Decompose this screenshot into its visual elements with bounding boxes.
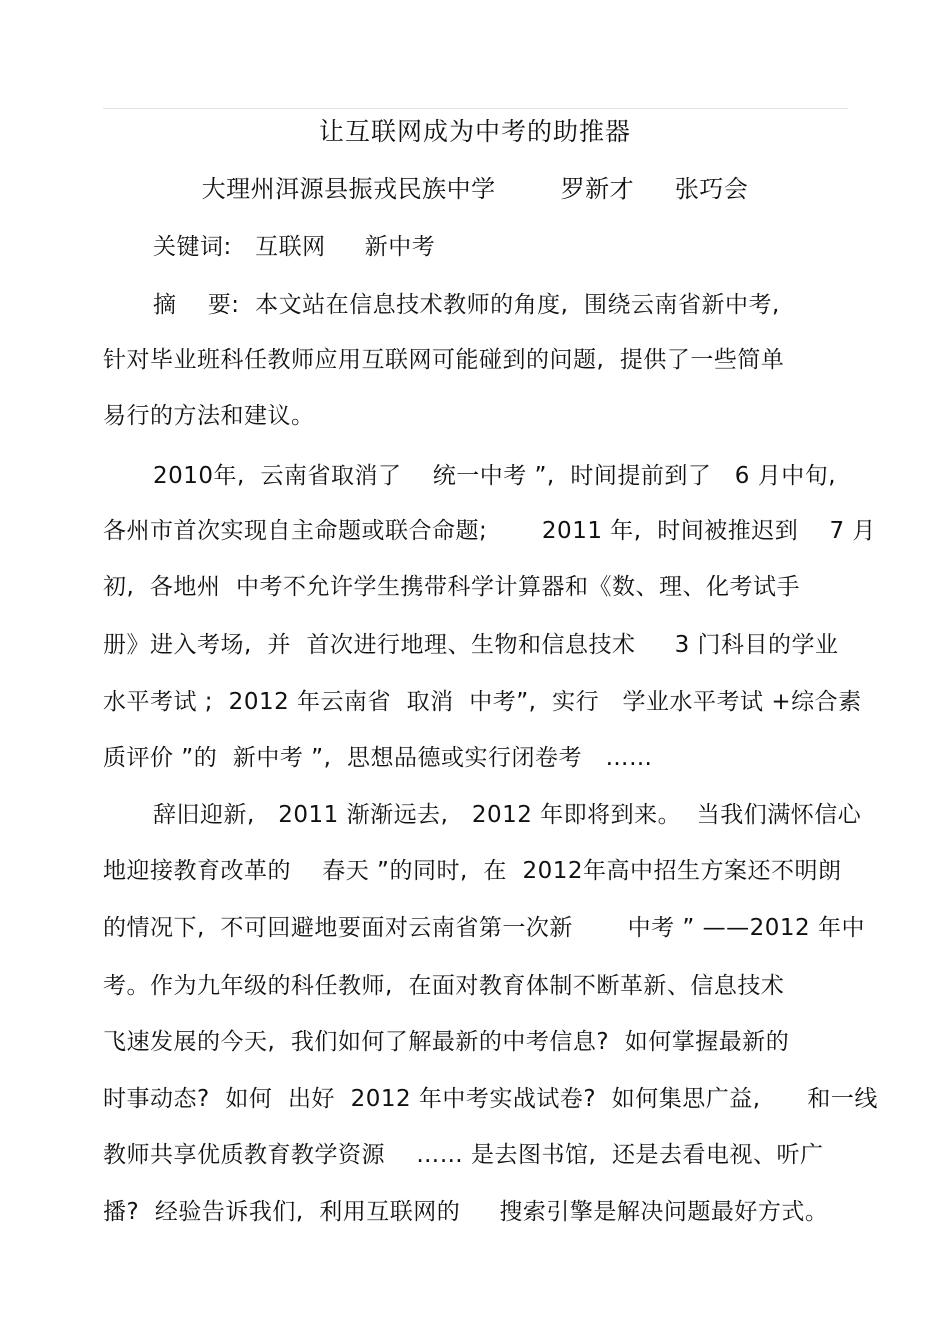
paragraph1-line: 初, 各地州 中考不允许学生携带科学计算器和《数、理、化考试手 bbox=[103, 574, 801, 600]
keywords-line: 关键词: 互联网 新中考 bbox=[153, 234, 436, 260]
abstract-line: 易行的方法和建议。 bbox=[103, 403, 315, 429]
paragraph1-line: 质评价 ”的 新中考 ”, 思想品德或实行闭卷考 …… bbox=[103, 745, 653, 771]
paragraph2-line: 地迎接教育改革的 春天 ”的同时, 在 2012年高中招生方案还不明朗 bbox=[103, 858, 842, 884]
paragraph1-line: 水平考试 ; 2012 年云南省 取消 中考”, 实行 学业水平考试 +综合素 bbox=[103, 689, 862, 715]
header-rule bbox=[103, 108, 848, 109]
paragraph1-line: 各州市首次实现自主命题或联合命题; 2011 年, 时间被推迟到 7 月 bbox=[103, 518, 876, 544]
author-line: 大理州洱源县振戎民族中学 罗新才 张巧会 bbox=[201, 175, 749, 203]
paragraph2-line: 播? 经验告诉我们, 利用互联网的 搜索引擎是解决问题最好方式。 bbox=[103, 1199, 829, 1225]
paragraph2-line: 飞速发展的今天, 我们如何了解最新的中考信息? 如何掌握最新的 bbox=[103, 1029, 790, 1055]
paragraph2-line: 考。作为九年级的科任教师, 在面对教育体制不断革新、信息技术 bbox=[103, 973, 785, 999]
abstract-line: 针对毕业班科任教师应用互联网可能碰到的问题, 提供了一些简单 bbox=[103, 347, 785, 373]
paragraph1-line: 册》进入考场, 并 首次进行地理、生物和信息技术 3 门科目的学业 bbox=[103, 632, 839, 658]
abstract-line: 摘 要: 本文站在信息技术教师的角度, 围绕云南省新中考, bbox=[153, 292, 780, 318]
paragraph1-line: 2010年, 云南省取消了 统一中考 ”, 时间提前到了 6 月中旬, bbox=[153, 463, 837, 489]
document-title: 让互联网成为中考的助推器 bbox=[318, 117, 631, 146]
paragraph2-line: 的情况下, 不可回避地要面对云南省第一次新 中考 ” ——2012 年中 bbox=[103, 915, 865, 941]
paragraph2-line: 辞旧迎新, 2011 渐渐远去, 2012 年即将到来。 当我们满怀信心 bbox=[153, 802, 862, 828]
paragraph2-line: 教师共享优质教育教学资源 …… 是去图书馆, 还是去看电视、听广 bbox=[103, 1142, 824, 1168]
paragraph2-line: 时事动态? 如何 出好 2012 年中考实战试卷? 如何集思广益, 和一线 bbox=[103, 1086, 878, 1112]
